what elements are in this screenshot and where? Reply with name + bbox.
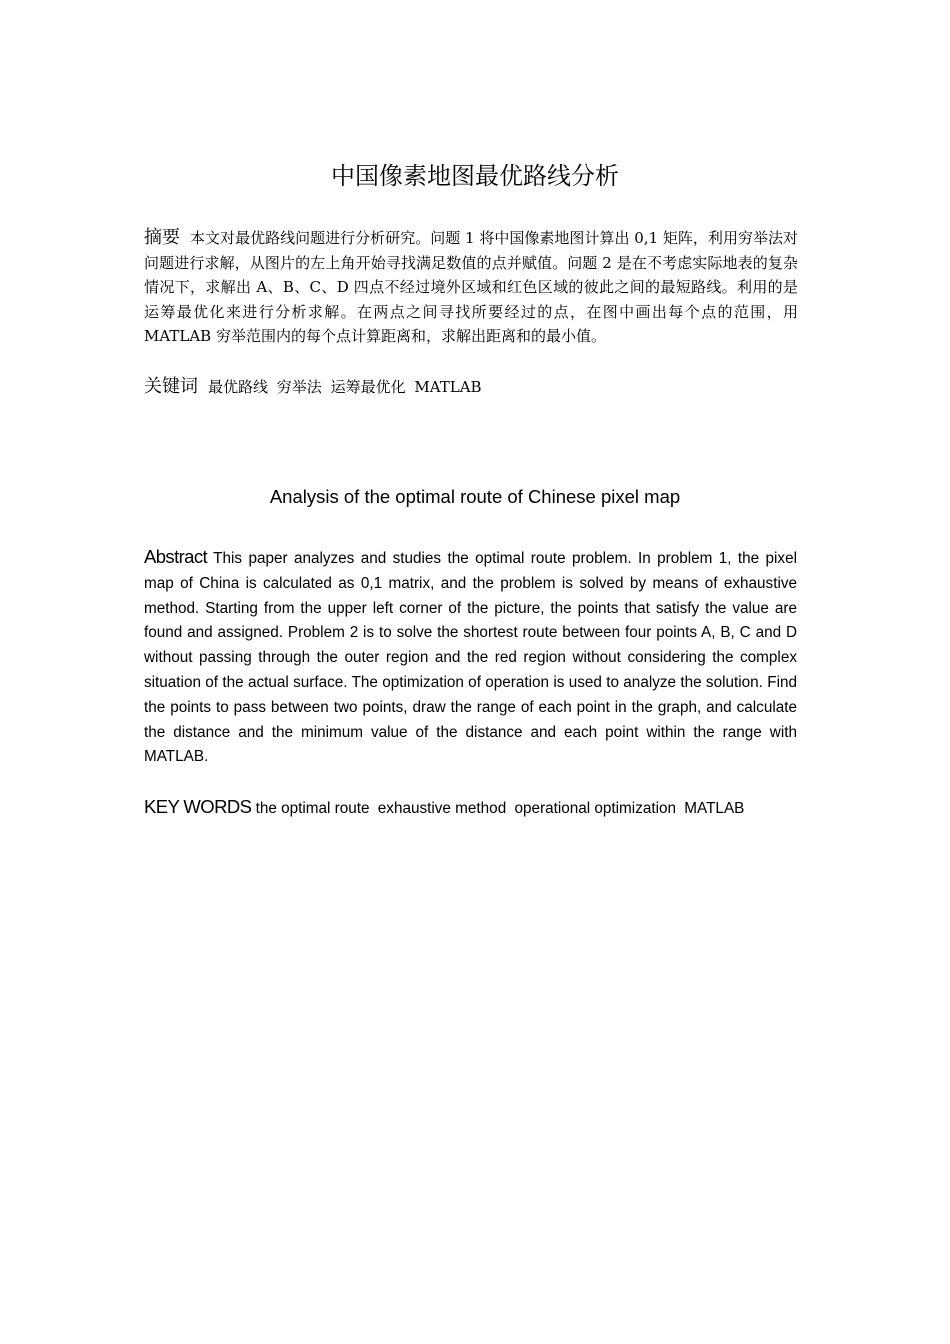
chinese-abstract-text: 本文对最优路线问题进行分析研究。问题 1 将中国像素地图计算出 0,1 矩阵，利用穷举法对问题进行求解，从图片的左上角开始寻找满足数值的点并赋值。问题 2 是在不考虑实际地表的复杂情况下，求解出 A、B、C、D 四点不经过境外区域和红色区域的彼此之间的最短路线。利用的是运筹最优化来进行分析求解。在两点之间寻找所要经过的点，在图中画出每个点的范围，用 MATLAB 穷举范围内的每个点计算距离和，求解出距离和的最小值。: [144, 229, 798, 345]
english-keywords: [144, 794, 844, 822]
chinese-keywords-label: 关键词: [144, 376, 198, 397]
english-keyword: MATLAB: [684, 800, 745, 817]
chinese-abstract-label: 摘要: [144, 227, 181, 248]
english-keyword: exhaustive method: [377, 800, 507, 817]
english-keyword: the optimal route: [255, 800, 370, 817]
chinese-abstract: [144, 226, 798, 349]
chinese-keyword: 穷举法: [276, 378, 322, 396]
chinese-title: 中国像素地图最优路线分析: [331, 162, 619, 190]
english-abstract-text: This paper analyzes and studies the optimal route problem. In problem 1, the pixel map of China is calculated as 0,1 matrix, and the problem is solved by means of exhaustive method. Starting from the upper left corner of the picture, the points that satisfy the value are found and assigned. Problem 2 is to solve the shortest route between four points A, B, C and D without passing through the outer region and the red region without considering the complex situation of the actual surface. The optimization of operation is used to analyze the solution. Find the points to pass between two points, draw the range of each point in the graph, and calculate the distance and the minimum value of the distance and each point within the range with MATLAB.: [144, 550, 797, 766]
chinese-keywords: [144, 374, 798, 400]
chinese-keyword: 运筹最优化: [330, 378, 406, 396]
english-keywords-label: KEY WORDS: [144, 796, 252, 817]
english-abstract: [144, 545, 797, 770]
english-abstract-label: Abstract: [144, 546, 208, 567]
english-title: Analysis of the optimal route of Chinese pixel map: [269, 486, 681, 507]
chinese-keyword: MATLAB: [414, 378, 482, 396]
chinese-keyword: 最优路线: [208, 378, 269, 396]
english-keyword: operational optimization: [514, 800, 677, 817]
